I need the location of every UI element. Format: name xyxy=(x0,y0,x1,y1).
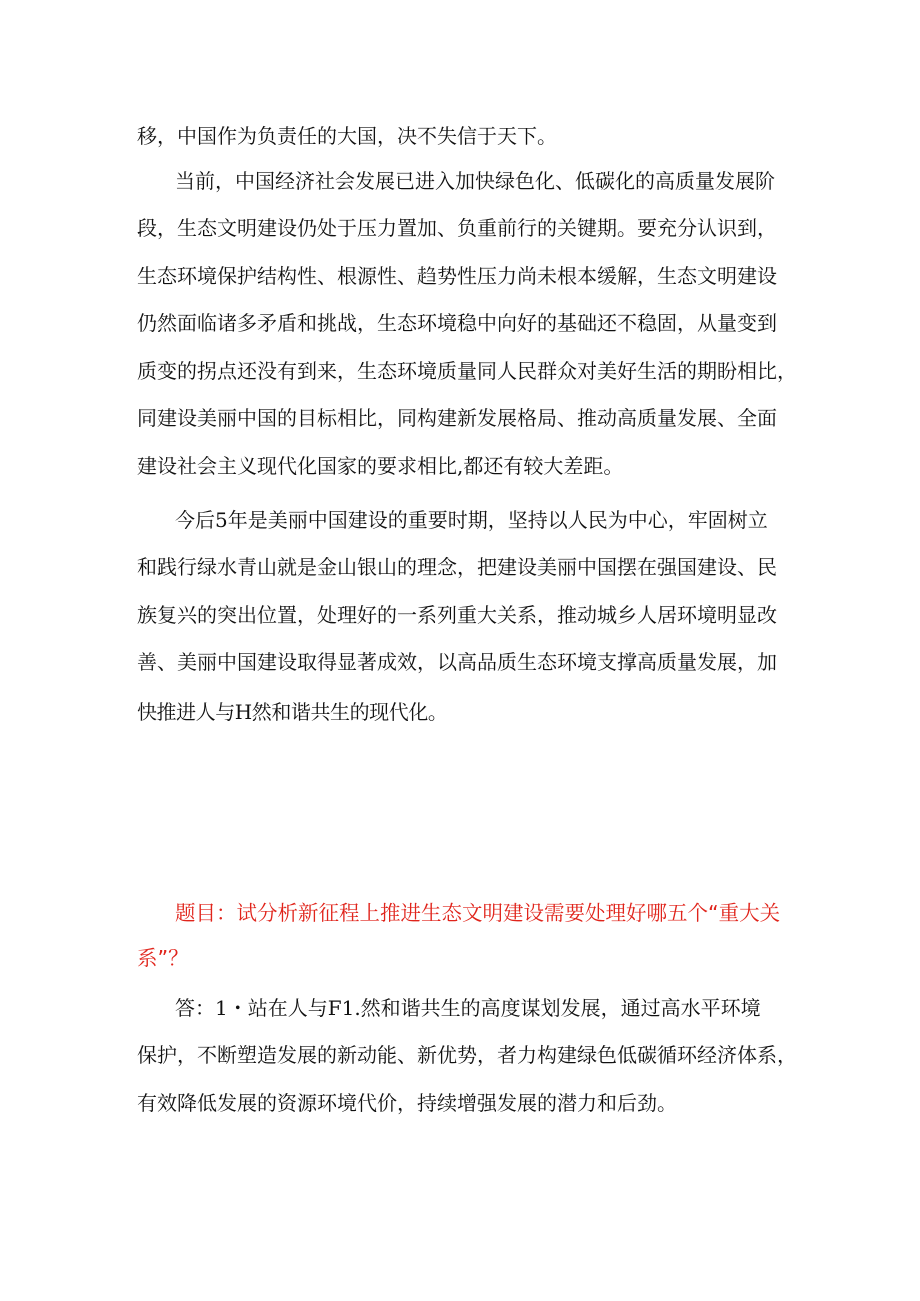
text-line: 仍然面临诸多矛盾和挑战，生态环境稳中向好的基础还不稳固，从量变到 xyxy=(137,311,777,335)
text-line: 段，生态文明建设仍处于压力置加、负重前行的关键期。要充分认识到， xyxy=(137,216,777,240)
question-title-line: 题目：试分析新征程上推进生态文明建设需要处理好哪五个“重大关 xyxy=(175,901,781,925)
text-line: 有效降低发展的资源环境代价，持续增强发展的潜力和后劲。 xyxy=(137,1091,677,1115)
text-line: 善、美丽中国建设取得显著成效，以高品质生态环境支撑高质量发展，加 xyxy=(137,650,777,674)
text-line: 保护，不断塑造发展的新动能、新优势，者力构建绿色低碳循环经济体系， xyxy=(137,1043,797,1067)
text-line: 快推进人与H然和谐共生的现代化。 xyxy=(137,700,448,724)
text-line: 建设社会主义现代化国家的要求相比,都还有较大差距。 xyxy=(137,454,624,478)
text-line: 今后5年是美丽中国建设的重要时期，坚持以人民为中心，牢固树立 xyxy=(175,508,768,532)
text-line: 生态环境保护结构性、根源性、趋势性压力尚未根本缓解，生态文明建设 xyxy=(137,264,777,288)
text-line: 答：1・站在人与F1.然和谐共生的高度谋划发展，通过高水平环境 xyxy=(175,996,761,1020)
text-line: 当前，中国经济社会发展已进入加快绿色化、低碳化的高质量发展阶 xyxy=(175,169,775,193)
text-line: 和践行绿水青山就是金山银山的理念，把建设美丽中国摆在强国建设、民 xyxy=(137,555,777,579)
text-line: 族复兴的突出位置，处理好的一系列重大关系，推动城乡人居环境明显改 xyxy=(137,603,777,627)
text-line: 同建设美丽中国的目标相比，同构建新发展格局、推动高质量发展、全面 xyxy=(137,406,777,430)
text-line: 移，中国作为负责任的大国，决不失信于天下。 xyxy=(137,124,557,148)
text-line: 质变的拐点还没有到来，生态环境质量同人民群众对美好生活的期盼相比， xyxy=(137,359,797,383)
question-title-line: 系”？ xyxy=(137,946,189,970)
